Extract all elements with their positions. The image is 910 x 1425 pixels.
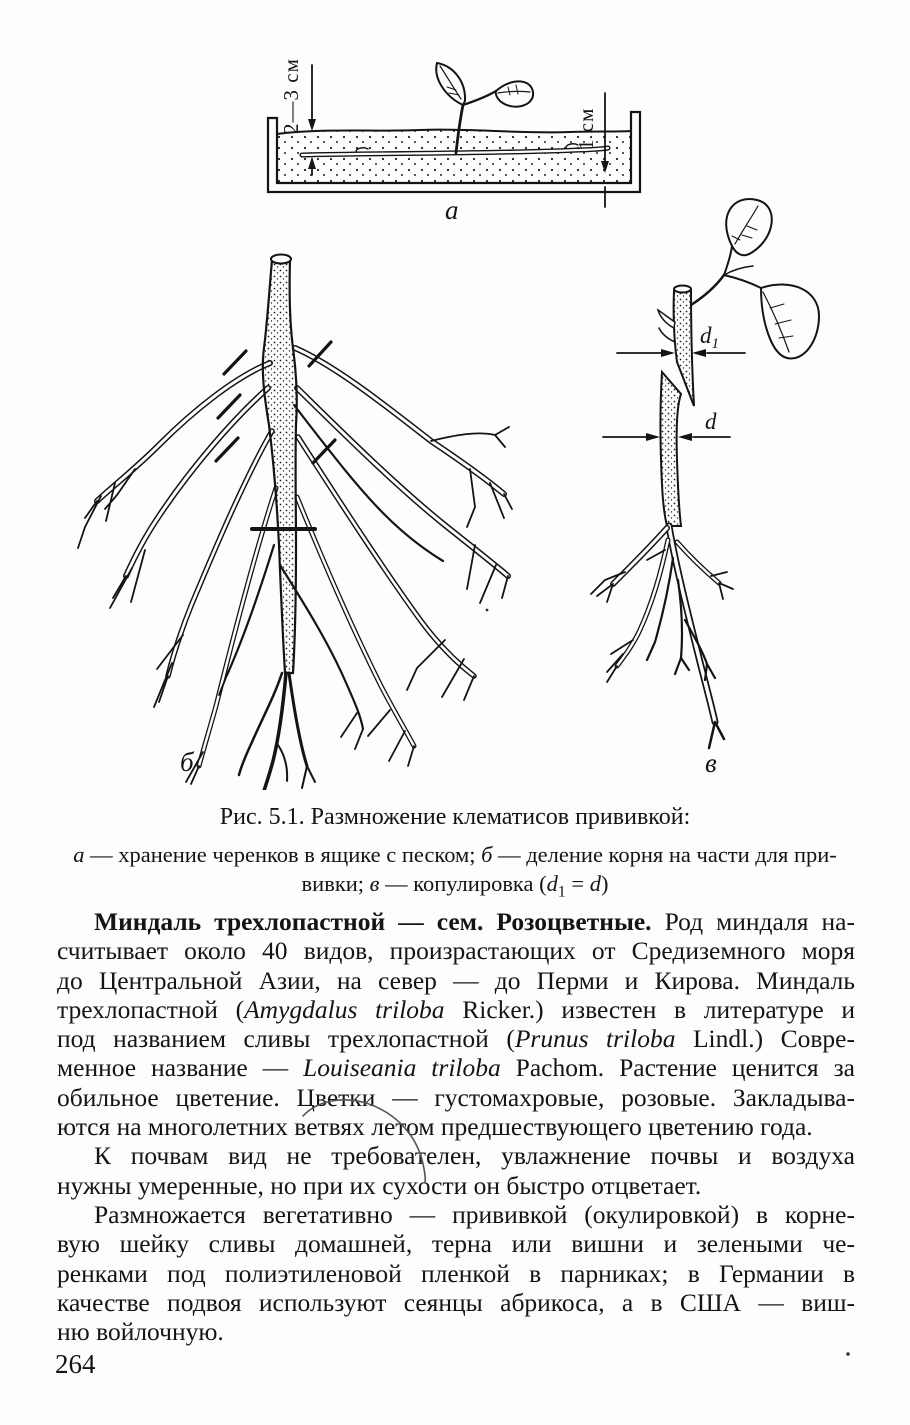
legend-letter-v: в: [369, 871, 380, 896]
rootstock-stem: [661, 372, 682, 526]
figure-caption-legend-line1: [0, 842, 910, 868]
legend-text: — копулировка (: [379, 871, 547, 896]
body-line: до Центральной Азии, на север — до Перми и Кирова. Миндаль: [57, 965, 855, 995]
paragraph-propagation: [57, 1200, 855, 1346]
legend-d: d: [589, 871, 601, 896]
dimension-label-2-3cm: 2—3 см: [279, 58, 303, 134]
legend-text: вивки;: [301, 871, 370, 896]
legend-text: ): [600, 871, 609, 896]
ink-speck: [846, 1352, 850, 1356]
body-line: ню войлочную.: [57, 1317, 224, 1347]
page-number: 264: [55, 1349, 96, 1379]
body-line: нужны умеренные, но при их сухости он быстро отцветает.: [57, 1170, 702, 1200]
d-label: d: [705, 409, 717, 434]
body-line: ются на многолетних ветвях летом предшествующего цветению года.: [57, 1112, 813, 1142]
rootstock-roots: [591, 526, 733, 748]
body-line: [57, 1053, 855, 1082]
body-line: ренками под полиэтиленовой пленкой в парниках; в Германии в: [57, 1258, 855, 1288]
paragraph-almond-intro: [57, 907, 855, 1141]
legend-d1-sub: 1: [557, 883, 566, 901]
panel-v-label: в: [705, 748, 717, 778]
figure-caption-title: Рис. 5.1. Размножение клематисов прививкой:: [219, 804, 691, 830]
body-line: К почвам вид не требователен, увлажнение почвы и воздуха: [94, 1141, 855, 1171]
bud: [658, 310, 675, 328]
body-line: считывает около 40 видов, произрастающих от Средиземного моря: [57, 936, 855, 966]
body-line-text: под названием сливы трехлопастной (: [57, 1024, 515, 1054]
body-line-text: менное название —: [57, 1053, 304, 1083]
d1-label: $d_1$: [700, 323, 719, 352]
latin-name: Prunus triloba: [514, 1024, 676, 1054]
figure-panel-b-root-system-drawing: [75, 245, 525, 790]
body-line-text: трехлопастной (: [57, 994, 245, 1024]
species-heading: Миндаль трехлопастной — сем. Розоцветные.: [94, 907, 652, 936]
figure-caption-legend-line2: [0, 871, 910, 902]
legend-text: — деление корня на части для при-: [492, 842, 837, 867]
legend-d1: d: [546, 871, 558, 896]
taproot: [239, 255, 315, 791]
body-line: качестве подвоя используют сеянцы абрикоса, а в США — виш-: [57, 1287, 855, 1317]
paragraph-soil: [57, 1141, 855, 1200]
legend-letter-a: а: [73, 842, 85, 867]
body-line-text: Lindl.) Совре-: [675, 1024, 855, 1054]
body-line-text: Род миндаля на-: [651, 907, 855, 936]
body-line: [57, 907, 855, 936]
body-line: вую шейку сливы домашней, терна или вишни и зелеными че-: [57, 1229, 855, 1259]
legend-text: — хранение черенков в ящике с песком;: [84, 842, 482, 867]
figure-panel-v-graft-drawing: [565, 190, 855, 800]
body-line: Размножается вегетативно — прививкой (окулировкой) в корне-: [94, 1199, 855, 1229]
dimension-label-1cm: 1 см: [574, 107, 598, 150]
body-line: [57, 1024, 855, 1053]
body-line-text: Pachom. Растение ценится за: [500, 1053, 855, 1083]
latin-name: Louiseania triloba: [303, 1053, 501, 1083]
body-line: обильное цветение. Цветки — густомахровые, розовые. Закладыва-: [57, 1082, 855, 1112]
body-line-text: Ricker.) известен в литературе и: [444, 994, 855, 1024]
legend-letter-b: б: [481, 842, 493, 867]
panel-b-label: б: [180, 747, 194, 777]
lateral-roots: [97, 348, 508, 766]
body-line: [57, 995, 855, 1024]
legend-text: =: [565, 871, 590, 896]
panel-a-label: а: [445, 195, 459, 225]
latin-name: Amygdalus triloba: [244, 994, 445, 1024]
body-text: [57, 907, 855, 1346]
